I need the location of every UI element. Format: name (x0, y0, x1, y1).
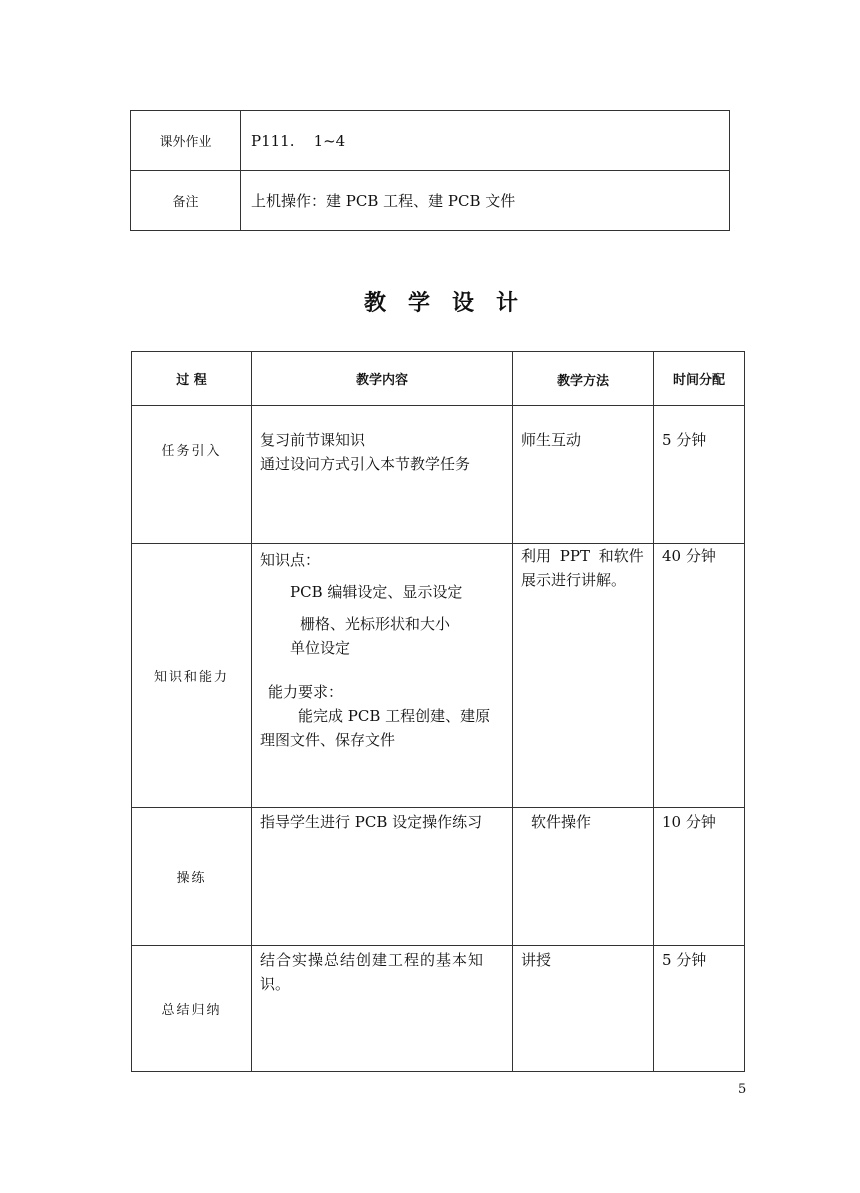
header-content: 教学内容 (252, 352, 513, 406)
homework-table (130, 110, 730, 231)
time-knowledge: 40 分钟 (654, 544, 745, 808)
header-time: 时间分配 (654, 352, 745, 406)
content-line: 知识点： (260, 551, 321, 569)
table-row (131, 111, 730, 171)
process-practice: 操练 (132, 808, 252, 946)
table-row (131, 171, 730, 231)
content-line: PCB 编辑设定、显示设定 (290, 583, 463, 601)
page-title: 教学设计 (363, 291, 540, 316)
content-line: 能完成 PCB 工程创建、建原 (298, 707, 491, 725)
content-line: 单位设定 (290, 639, 351, 657)
table-row (132, 946, 745, 1072)
header-row (132, 352, 745, 406)
process-knowledge: 知识和能力 (132, 544, 252, 808)
method-summary: 讲授 (513, 946, 654, 1072)
table-row (132, 544, 745, 808)
content-knowledge (252, 544, 513, 808)
content-task-intro (252, 406, 513, 544)
homework-label: 课外作业 (131, 111, 241, 171)
content-line: 能力要求： (268, 683, 344, 701)
content-line: 识。 (260, 975, 291, 993)
method-knowledge (513, 544, 654, 808)
header-process: 过 程 (132, 352, 252, 406)
remarks-value: 上机操作：建 PCB 工程、建 PCB 文件 (241, 171, 730, 231)
teaching-design-table (131, 351, 745, 1072)
process-summary: 总结归纳 (132, 946, 252, 1072)
page-number: 5 (738, 1082, 747, 1097)
method-task-intro: 师生互动 (513, 406, 654, 544)
content-line: 结合实操总结创建工程的基本知 (260, 951, 485, 969)
content-practice: 指导学生进行 PCB 设定操作练习 (252, 808, 513, 946)
method-practice: 软件操作 (513, 808, 654, 946)
content-line: 展示进行讲解。 (521, 571, 627, 589)
table-row (132, 406, 745, 544)
time-practice: 10 分钟 (654, 808, 745, 946)
homework-value: P111. 1~4 (241, 111, 730, 171)
table-row (132, 808, 745, 946)
content-line: 理图文件、保存文件 (260, 731, 396, 749)
content-summary (252, 946, 513, 1072)
time-task-intro: 5 分钟 (654, 406, 745, 544)
content-line: 利用 PPT 和软件 (521, 547, 644, 565)
content-line: 通过设问方式引入本节教学任务 (260, 455, 471, 473)
header-method: 教学方法 (513, 352, 654, 406)
content-line: 栅格、光标形状和大小 (300, 615, 451, 633)
process-task-intro: 任务引入 (132, 406, 252, 544)
time-summary: 5 分钟 (654, 946, 745, 1072)
content-line: 复习前节课知识 (260, 431, 366, 449)
remarks-label: 备注 (131, 171, 241, 231)
